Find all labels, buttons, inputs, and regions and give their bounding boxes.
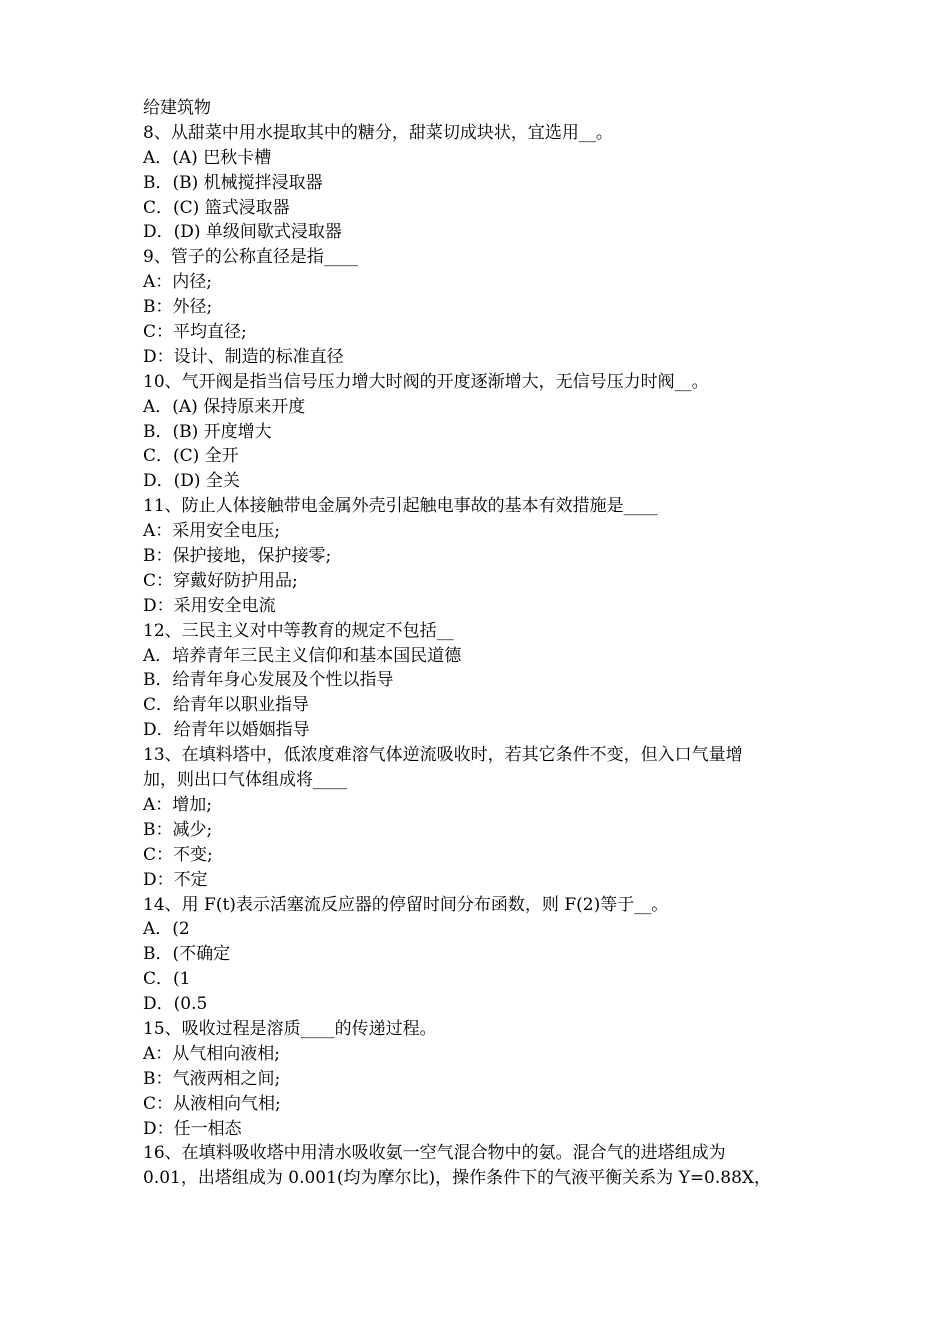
option-line: B．(B) 开度增大: [143, 421, 272, 442]
option-line: C：从液相向气相;: [143, 1093, 281, 1114]
question-10: 10、气开阀是指当信号压力增大时阀的开度逐渐增大，无信号压力时阀__。: [143, 371, 709, 392]
option-line: D：任一相态: [143, 1118, 242, 1139]
question-9: 9、管子的公称直径是指____: [143, 247, 358, 268]
option-line: A：内径;: [143, 272, 213, 293]
option-line: B：减少;: [143, 819, 213, 840]
question-8: 8、从甜菜中用水提取其中的糖分，甜菜切成块状，宜选用__。: [143, 122, 613, 143]
option-line: A．(A) 保持原来开度: [143, 396, 306, 417]
option-line: A．(A) 巴秋卡槽: [143, 147, 272, 168]
option-line: A：从气相向液相;: [143, 1043, 281, 1064]
question-15: 15、吸收过程是溶质____的传递过程。: [143, 1018, 437, 1039]
option-line: A：增加;: [143, 794, 213, 815]
option-line: C．给青年以职业指导: [143, 695, 310, 716]
question-16-continued: 0.01，出塔组成为 0.001(均为摩尔比)，操作条件下的气液平衡关系为 Y=0.88X，: [143, 1168, 772, 1189]
question-16: 16、在填料吸收塔中用清水吸收氨一空气混合物中的氨。混合气的进塔组成为: [143, 1143, 726, 1164]
question-13-continued: 加，则出口气体组成将____: [143, 770, 347, 791]
question-11: 11、防止人体接触带电金属外壳引起触电事故的基本有效措施是____: [143, 496, 658, 517]
option-line: A：采用安全电压;: [143, 521, 281, 542]
option-line: D：采用安全电流: [143, 595, 276, 616]
option-line: A．培养青年三民主义信仰和基本国民道德: [143, 645, 462, 666]
question-14: 14、用 F(t)表示活塞流反应器的停留时间分布函数，则 F(2)等于__。: [143, 894, 669, 915]
option-line: D．(D) 全关: [143, 471, 240, 492]
option-line: C．(1: [143, 969, 191, 990]
option-line: B．(不确定: [143, 944, 231, 965]
text-line: 给建筑物: [143, 98, 211, 118]
option-line: D：设计、制造的标准直径: [143, 346, 344, 367]
option-line: A．(2: [143, 919, 190, 940]
option-line: B．(B) 机械搅拌浸取器: [143, 172, 323, 193]
option-line: C：穿戴好防护用品;: [143, 570, 298, 591]
question-12: 12、三民主义对中等教育的规定不包括__: [143, 620, 454, 641]
option-line: D．给青年以婚姻指导: [143, 720, 310, 741]
option-line: B．给青年身心发展及个性以指导: [143, 670, 394, 691]
option-line: D：不定: [143, 869, 208, 890]
question-13: 13、在填料塔中，低浓度难溶气体逆流吸收时，若其它条件不变，但入口气量增: [143, 745, 743, 766]
option-line: C：不变;: [143, 844, 213, 865]
document-body: [143, 96, 823, 1191]
option-line: C．(C) 篮式浸取器: [143, 197, 290, 218]
option-line: D．(0.5: [143, 994, 208, 1015]
option-line: B：气液两相之间;: [143, 1068, 281, 1089]
option-line: C：平均直径;: [143, 322, 247, 343]
option-line: C．(C) 全开: [143, 446, 239, 467]
option-line: B：保护接地，保护接零;: [143, 546, 332, 567]
option-line: B：外径;: [143, 297, 213, 318]
option-line: D．(D) 单级间歇式浸取器: [143, 222, 342, 243]
